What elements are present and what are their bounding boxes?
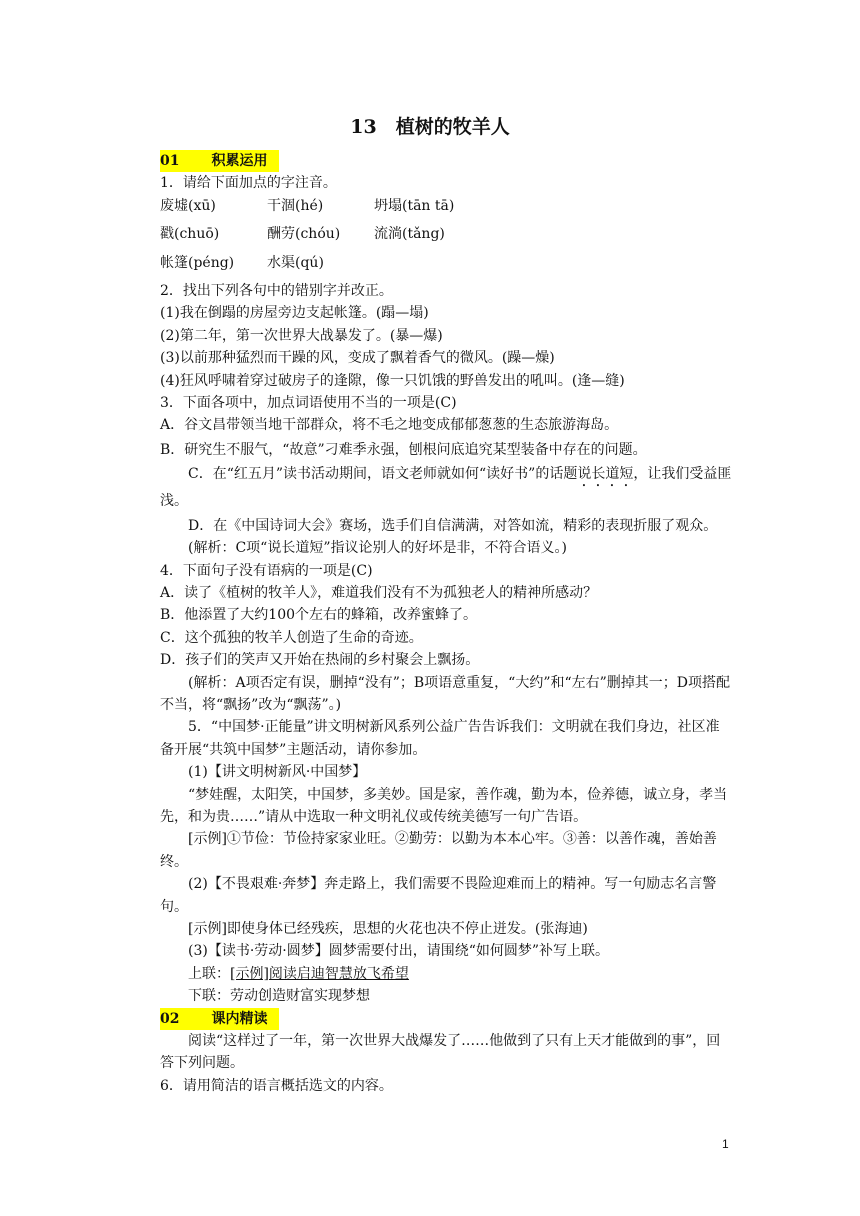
question-5-part-2-text: (2)【不畏艰难·奔梦】奔走路上，我们需要不畏险迎难而上的精神。写一句励志名言警句。 [160, 876, 717, 915]
question-3-option-b: B．研究生不服气，“故意”刁难季永强，刨根问底追究某型装备中存在的问题。 [160, 441, 647, 458]
question-4-option-b: B．他添置了大约100个左右的蜂箱，改养蜜蜂了。 [160, 607, 478, 624]
page-title: 13 植树的牧羊人 [350, 116, 510, 138]
section-header-close-reading: 02 课内精读 [160, 1008, 732, 1030]
question-3-option-d: D．在《中国诗词大会》赛场，选手们自信满满，对答如流，精彩的表现折服了观众。 [188, 517, 718, 534]
question-4-prompt: 4．下面句子没有语病的一项是(C) [160, 562, 373, 579]
question-5-upper-couplet: 上联：[示例]阅读启迪智慧放飞希望 [188, 965, 409, 982]
question-3-option-a: A．谷文昌带领当地干部群众，将不毛之地变成郁郁葱葱的生态旅游海岛。 [160, 417, 619, 434]
question-5-lower-couplet: 下联：劳动创造财富实现梦想 [188, 988, 370, 1005]
question-1-prompt: 1．请给下面加点的字注音。 [160, 175, 337, 192]
question-5-prompt: 5．“中国梦·正能量”讲文明树新风系列公益广告告诉我们：文明就在我们身边，社区准备开展“共筑中国梦”主题活动，请你参加。 [160, 719, 720, 758]
question-5-part-2-answer: [示例]即使身体已经残疾，思想的火花也决不停止迸发。(张海迪) [188, 921, 588, 937]
question-4-option-c: C．这个孤独的牧羊人创造了生命的奇迹。 [160, 629, 423, 646]
question-2-item: (2)第二年，第一次世界大战暴发了。(暴—爆) [160, 327, 443, 344]
question-3-analysis: (解析：C项“说长道短”指议论别人的好坏是非，不符合语义。) [188, 540, 567, 557]
question-4-option-d: D．孩子们的笑声又开始在热闹的乡村聚会上飘扬。 [160, 652, 480, 669]
question-5-part-1-title: (1)【讲文明树新风·中国梦】 [188, 764, 367, 781]
question-2-prompt: 2．找出下列各句中的错别字并改正。 [160, 283, 393, 300]
question-3-prompt: 3．下面各项中，加点词语使用不当的一项是(C) [160, 395, 457, 412]
question-5-part-1-text: “梦娃醒，太阳笑，中国梦，多美妙。国是家，善作魂，勤为本，俭养德，诚立身，孝当先，和为贵……”请从中选取一种文明礼仪或传统美德写一句广告语。 [160, 786, 728, 825]
question-4-analysis: (解析：A项否定有误，删掉“没有”；B项语意重复，“大约”和“左右”删掉其一；D项搭配不当，将“飘扬”改为“飘荡”。) [160, 674, 731, 713]
reading-intro: 阅读“这样过了一年，第一次世界大战爆发了……他做到了只有上天才能做到的事”，回答下列问题。 [160, 1033, 721, 1072]
question-4-option-a: A．读了《植树的牧羊人》，难道我们没有不为孤独老人的精神所感动？ [160, 584, 598, 601]
pinyin-row: 帐篷(péng) 水渠(qú) [160, 254, 324, 271]
question-5-part-1-answer: [示例]①节俭：节俭持家家业旺。②勤劳：以勤为本本心牢。③善：以善作魂，善始善终。 [160, 831, 717, 870]
question-6-prompt: 6．请用简洁的语言概括选文的内容。 [160, 1077, 393, 1094]
question-2-item: (1)我在倒蹋的房屋旁边支起帐篷。(蹋—塌) [160, 305, 429, 322]
pinyin-row: 废墟(xū) 干涸(hé) 坍塌(tān tā) [160, 197, 455, 214]
question-2-item: (4)狂风呼啸着穿过破房子的逢隙，像一只饥饿的野兽发出的吼叫。(逢—缝) [160, 372, 625, 389]
pinyin-row: 戳(chuō) 酬劳(chóu) 流淌(tǎng) [160, 226, 445, 243]
question-2-item: (3)以前那种猛烈而干躁的风，变成了飘着香气的微风。(躁—燥) [160, 350, 555, 367]
question-3-option-c: C．在“红五月”读书活动期间，语文老师就如何“读好书”的话题说长道短，让我们受益匪浅。 [160, 466, 732, 510]
page-number: 1 [722, 1137, 729, 1151]
section-header-accumulation: 01 积累运用 [160, 150, 732, 172]
document-body [160, 150, 732, 1097]
question-5-part-3-text: (3)【读书·劳动·圆梦】圆梦需要付出，请围绕“如何圆梦”补写上联。 [188, 943, 610, 960]
